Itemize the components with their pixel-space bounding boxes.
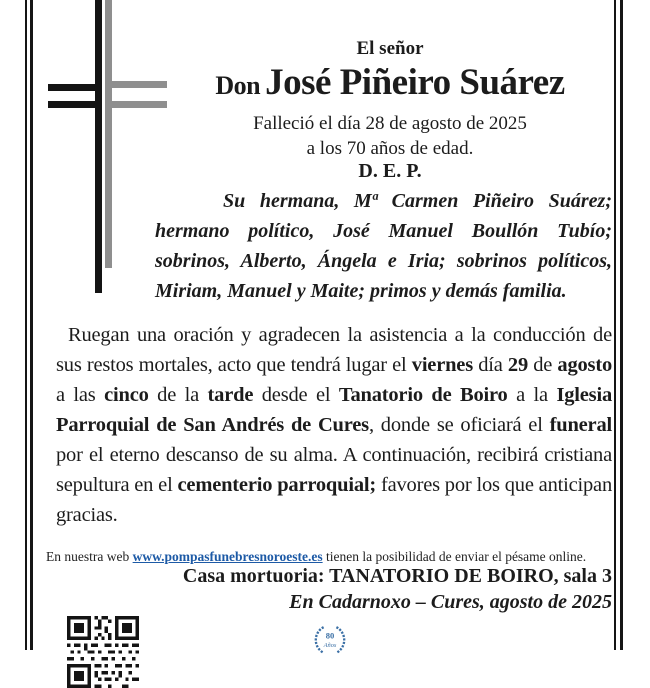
deceased-name: José Piñeiro Suárez [265,62,565,103]
emblem-label: Años [323,641,337,649]
mortuary-line: Casa mortuoria: TANATORIO DE BOIRO, sala 3 [182,565,612,587]
border-line-left-outer [25,0,27,650]
death-date-line: Falleció el día 28 de agosto de 2025 [253,113,527,134]
cross-black-vertical [95,0,102,293]
age-line: a los 70 años de edad. [306,138,474,159]
website-prefix: En nuestra web [46,549,133,564]
honorific: Don [215,71,261,100]
pre-title: El señor [356,38,424,59]
announcement-paragraph: Ruegan una oración y agradecen la asistencia a la conducción de sus restos mortales, acto que tendrá lugar el viernes día 29 de agosto a las cinco de la tarde desde el Tanatorio de Boiro a la Iglesia Parroquial de San Andrés de Cures, donde se oficiará el funeral por el eterno descanso de su alma. A continuación, recibirá cristiana sepultura en el cementerio parroquial; favores por los que anticipan gracias. [56,324,613,526]
cross-black-arm-bottom [48,101,102,108]
cross-gray-arm-top [105,81,167,88]
website-link[interactable]: www.pompasfunebresnoroeste.es [132,549,323,564]
anniversary-laurel-emblem-icon [314,624,346,656]
border-line-left-inner [30,0,33,650]
border-line-right-outer [620,0,623,650]
cross-gray-arm-bottom [105,101,167,108]
place-date-line: En Cadarnoxo – Cures, agosto de 2025 [289,591,612,613]
qr-code [67,616,139,688]
dep-line: D. E. P. [358,160,422,182]
emblem-years: 80 [325,630,335,641]
cross-black-arm-top [48,84,102,91]
website-suffix: tienen la posibilidad de enviar el pésame online. [322,549,587,564]
cross-gray-vertical [105,0,112,268]
deceased-name-title [165,61,615,104]
website-line [46,549,586,565]
family-paragraph: Su hermana, Mª Carmen Piñeiro Suárez; hermano político, José Manuel Boullón Tubío; sobrinos, Alberto, Ángela e Iria; sobrinos políticos, Miriam, Manuel y Maite; primos y demás familia. [155,190,612,302]
